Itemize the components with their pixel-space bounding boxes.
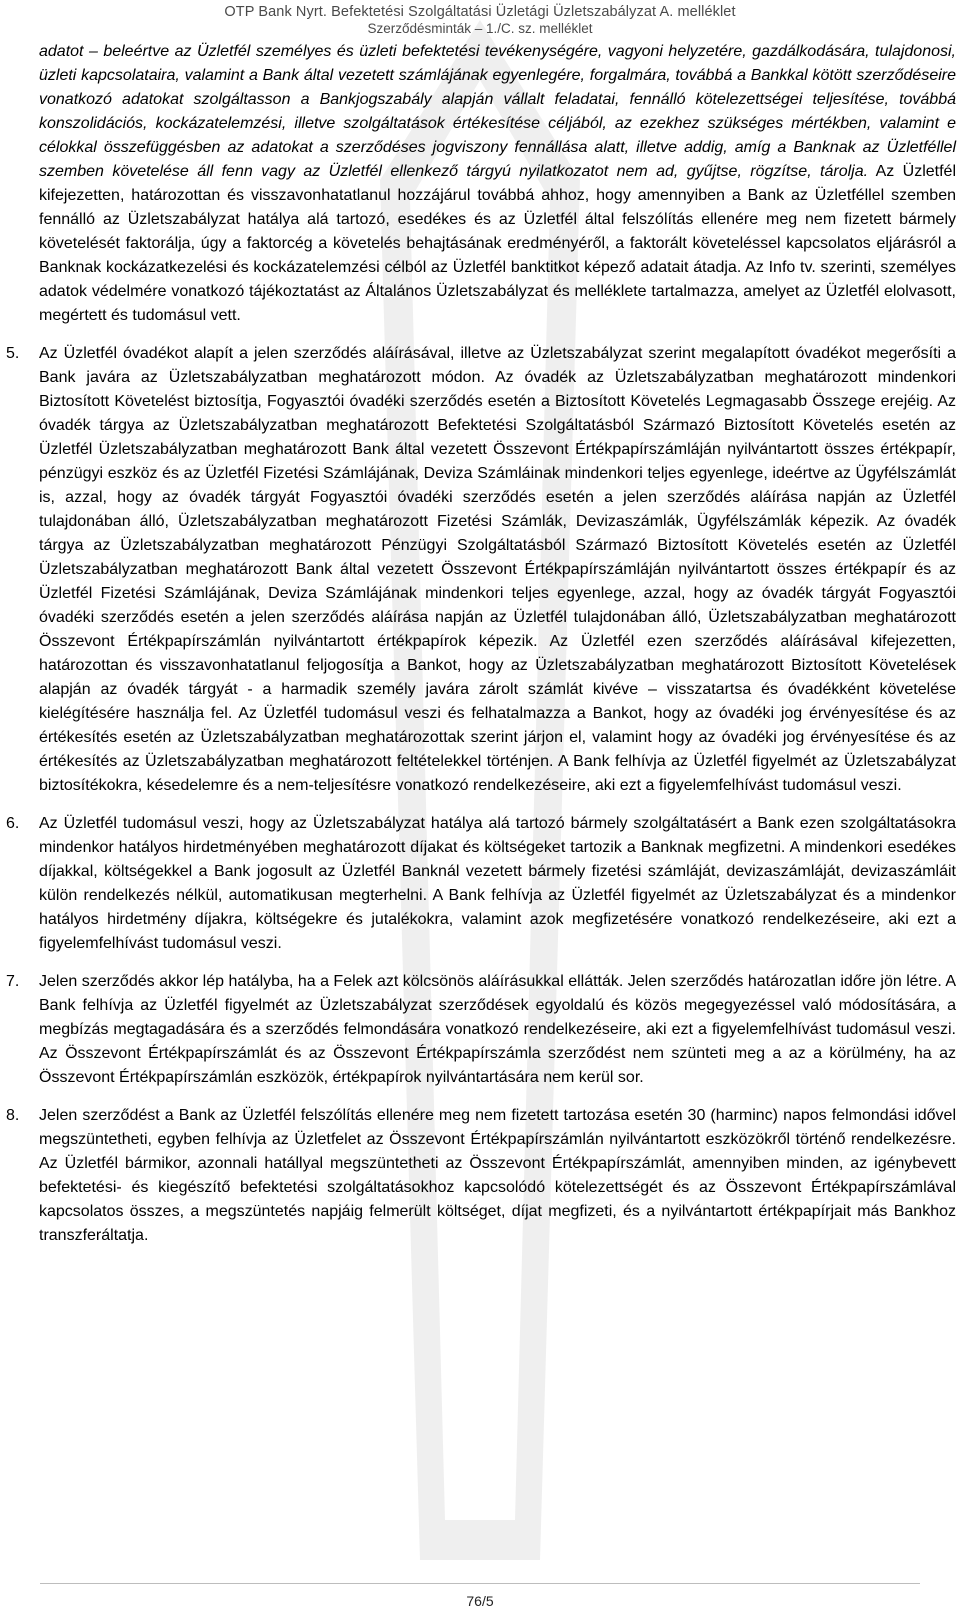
clause-6 [6, 812, 956, 956]
clause-number: 8. [6, 1107, 20, 1124]
page-header [0, 0, 960, 37]
clause-text: Az Üzletfél tudomásul veszi, hogy az Üzletszabályzat hatálya alá tartozó bármely szolgáltatásért a Bank ezen szolgáltatásokra mindenkor hatályos hirdetményében meghatározott díjakat és költségeket tartozik a Banknak megfizetni. A mindenkori esedékes díjakkal, költségekkel a Bank jogosult az Üzletfél Banknál vezetett bármely fizetési számláját, devizaszámláját, devizaszámláit külön rendelkezés nélkül, automatikusan megterhelni. A Bank felhívja az Üzletfél figyelmét az Üzletszabályzat és a mindenkor hatályos hirdetmény díjakra, költségekre és jutalékokra, valamint azok megfizetésére vonatkozó rendelkezéseire, aki ezt a figyelemfelhívást tudomásul veszi. [39, 815, 956, 952]
clause-text: Jelen szerződést a Bank az Üzletfél felszólítás ellenére meg nem fizetett tartozása esetén 30 (harminc) napos felmondási idővel megszüntetheti, egyben felhívja az Üzletfelet az Összevont Értékpapírszámlán nyilvántartott eszközökről történő rendelkezésre. Az Üzletfél bármikor, azonnali hatállyal megszüntetheti az Összevont Értékpapírszámlát, amennyiben minden, az igénybevett befektetési- és kiegészítő befektetési szolgáltatásokhoz kapcsolódó kötelezettségét és az Összevont Értékpapírszámlával kapcsolatos összes, a megszüntetés napjáig felmerült költséget, díjat megfizeti, és a nyilvántartott értékpapírjait más Bankhoz transzferáltatja. [39, 1107, 956, 1244]
lead-italic-text: adatot – beleértve az Üzletfél személyes és üzleti befektetési tevékenységére, vagyoni helyzetére, gazdálkodására, tulajdonosi, üzleti kapcsolataira, valamint a Bank által vezetett számlájának egyenlegére, forgalmára, továbbá a Bankkal kötött szerződéseire vonatkozó adatokat szolgáltasson a Bankjogszabály alapján vállalt feladatai, fennálló kötelezettségei teljesítése, továbbá konszolidációs, kockázatelemzési, illetve szolgáltatások értékesítése céljából, az ezekhez szükséges mértékben, valamint e célokkal összefüggésben az adatokat a szerződéses jogviszony fennállása alatt, illetve addig, amíg a Banknak az Üzletféllel szemben követelése áll fenn vagy az Üzletfél ellenkező tárgyú nyilatkozatot nem ad, gyűjtse, rögzítse, tárolja. [39, 43, 956, 180]
clause-7 [6, 970, 956, 1090]
clause-number: 6. [6, 815, 20, 832]
clause-number: 7. [6, 973, 20, 990]
clause-number: 5. [6, 345, 20, 362]
lead-paragraph [39, 40, 956, 328]
header-title: OTP Bank Nyrt. Befektetési Szolgáltatási Üzletági Üzletszabályzat A. melléklet [224, 4, 736, 20]
header-subtitle: Szerződésminták – 1./C. sz. melléklet [367, 21, 593, 36]
clause-text: Jelen szerződés akkor lép hatályba, ha a Felek azt kölcsönös aláírásukkal ellátták. Jelen szerződés határozatlan időre jön létre. A Bank felhívja az Üzletfél figyelmét az Üzletszabályzat szerződések egyoldalú és közös megegyezéssel való módosítására, a megbízás megtagadására és a szerződés felmondására vonatkozó rendelkezéseire, aki ezt a figyelemfelhívást tudomásul veszi. Az Összevont Értékpapírszámlát és az Összevont Értékpapírszámla szerződést nem szünteti meg a az a körülmény, ha az Összevont Értékpapírszámlán eszközök, értékpapírok nyilvántartására nem kerül sor. [39, 973, 956, 1086]
clause-text: Az Üzletfél óvadékot alapít a jelen szerződés aláírásával, illetve az Üzletszabályzat szerint megalapított óvadékot megerősíti a Bank javára az Üzletszabályzatban meghatározott módon. Az óvadék az Üzletszabályzatban meghatározott mindenkori Biztosított Követelést biztosítja, Fogyasztói óvadéki szerződés esetén a Biztosított Követelés Legmagasabb Összege erejéig. Az óvadék tárgya az Üzletszabályzatban meghatározott Befektetési Szolgáltatásból Származó Biztosított Követelés esetén az Üzletfél Üzletszabályzatban meghatározott Bank által vezetett Összevont Értékpapírszámláján nyilvántartott összes értékpapír, pénzügyi eszköz és az Üzletfél Fizetési Számlájának, Deviza Számláinak mindenkori teljes egyenlege, ideértve az Ügyfélszámlát is, azzal, hogy az óvadék tárgyát Fogyasztói óvadéki szerződés esetén a jelen szerződés aláírása napján az Üzletfél tulajdonában álló, Üzletszabályzatban meghatározott Fizetési Számlák, Devizaszámlák, Ügyfélszámlák képezik. Az óvadék tárgya az Üzletszabályzatban meghatározott Pénzügyi Szolgáltatásból Származó Biztosított Követelés esetén az Üzletfél Üzletszabályzatban meghatározott Bank által vezetett Összevont Értékpapírszámláján nyilvántartott összes értékpapír és az Üzletfél Fizetési Számlájának, Deviza Számlájának mindenkori teljes egyenlege, azzal, hogy az óvadék tárgyát Fogyasztói óvadéki szerződés esetén a jelen szerződés aláírása napján az Üzletfél tulajdonában álló, Üzletszabályzatban meghatározott Összevont Értékpapírszámlán nyilvántartott értékpapírok képezik. Az Üzletfél ezen szerződés aláírásával kifejezetten, határozottan és visszavonhatatlanul feljogosítja a Bankot, hogy az Üzletszabályzatban meghatározott Biztosított Követelések alapján az óvadék tárgyát - a harmadik személy javára zárolt számlát kivéve – visszatartsa és óvadékként követelése kielégítésére használja fel. Az Üzletfél tudomásul veszi és felhatalmazza a Bankot, hogy az óvadéki jog érvényesítése és az értékesítés esetén az Üzletszabályzatban meghatározottak szerint járjon el, valamint hogy az óvadéki jog érvényesítése és az értékesítés az Üzletszabályzatban meghatározott feltételekkel történjen. A Bank felhívja az Üzletfél figyelmét az Üzletszabályzat biztosítékokra, késedelemre és a nem-teljesítésre vonatkozó rendelkezéseire, aki ezt a figyelemfelhívást tudomásul veszi. [39, 345, 956, 794]
footer-divider [40, 1583, 920, 1584]
clause-8 [6, 1104, 956, 1248]
clause-5 [6, 342, 956, 798]
lead-normal-text: Az Üzletfél kifejezetten, határozottan és visszavonhatatlanul hozzájárul továbbá ahhoz, hogy amennyiben a Bank az Üzletféllel szemben fennálló az Üzletszabályzat hatálya alá tartozó, esedékes és az Üzletfél által felszólítás ellenére meg nem fizetett bármely követelését faktorálja, úgy a faktorcég a követelés behajtásának eredményéről, a faktorált követeléssel kapcsolatos eljárásról a Banknak kockázatkezelési és kockázatelemzési célból az Üzletfél banktitkot képező adatait átadja. Az Info tv. szerinti, személyes adatok védelmére vonatkozó tájékoztatást az Általános Üzletszabályzat és melléklete tartalmazza, amelyet az Üzletfél elolvasott, megértett és tudomásul vett. [39, 163, 956, 324]
page-number: 76/5 [466, 1593, 494, 1609]
document-body [6, 40, 956, 1248]
